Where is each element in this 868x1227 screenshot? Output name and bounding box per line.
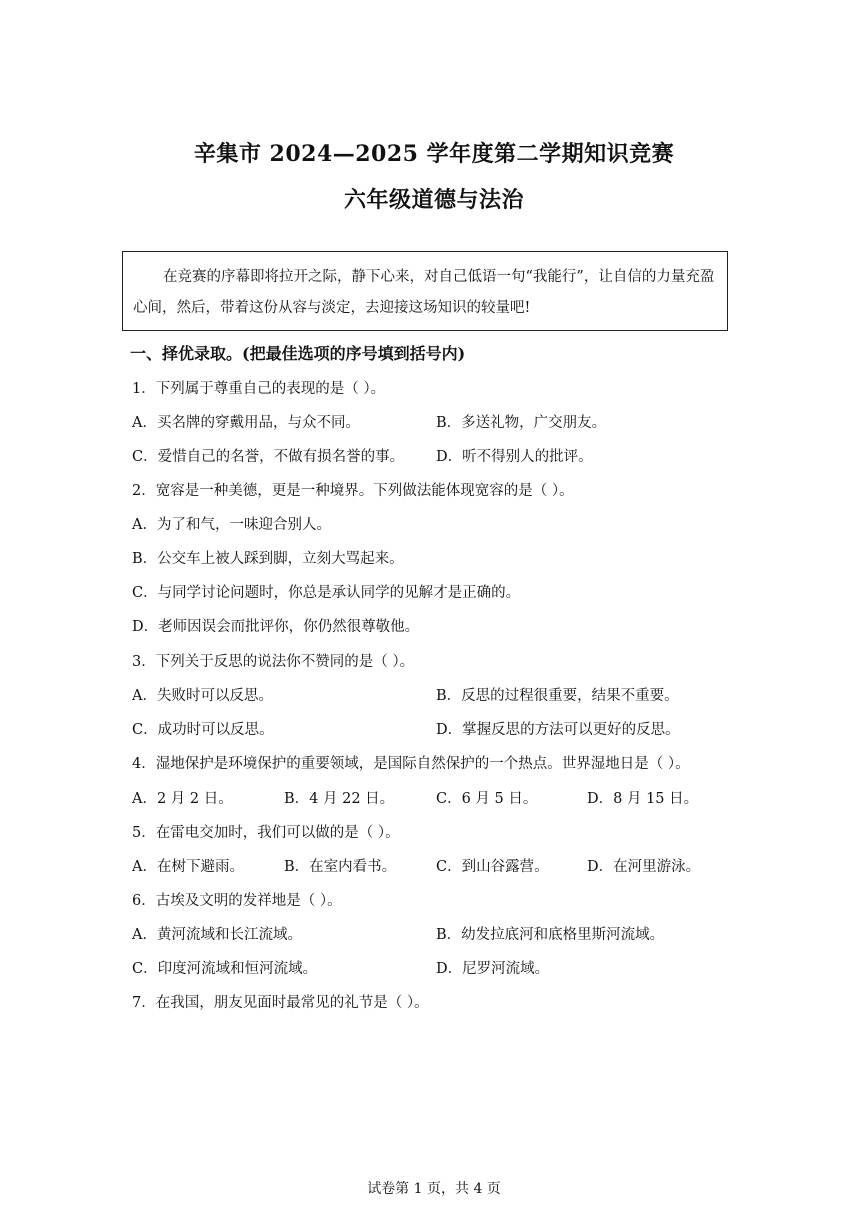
page-footer: 试卷第 1 页，共 4 页 xyxy=(367,1181,501,1197)
option-d: D．掌握反思的方法可以更好的反思。 xyxy=(436,722,680,738)
option-a: A．2 月 2 日。 xyxy=(132,791,233,807)
question-stem: 6．古埃及文明的发祥地是（ ）。 xyxy=(132,893,342,909)
option-c: C．到山谷露营。 xyxy=(436,859,549,875)
question-stem: 7．在我国，朋友见面时最常见的礼节是（ ）。 xyxy=(132,995,429,1011)
question-stem: 3．下列关于反思的说法你不赞同的是（ ）。 xyxy=(132,654,415,670)
option-c: C．6 月 5 日。 xyxy=(436,791,538,807)
option-b: B．幼发拉底河和底格里斯河流域。 xyxy=(436,927,665,943)
question-stem: 4．湿地保护是环境保护的重要领域，是国际自然保护的一个热点。世界湿地日是（ ）。 xyxy=(132,756,690,772)
option-a: A．在树下避雨。 xyxy=(132,859,244,875)
option-d: D．听不得别人的批评。 xyxy=(436,449,593,465)
section-heading: 一、择优录取。(把最佳选项的序号填到括号内) xyxy=(130,344,466,363)
question-stem: 1．下列属于尊重自己的表现的是（ ）。 xyxy=(132,381,386,397)
option-b: B．多送礼物，广交朋友。 xyxy=(436,415,607,431)
option-a: A．为了和气，一味迎合别人。 xyxy=(132,517,331,533)
option-a: A．黄河流域和长江流域。 xyxy=(132,927,302,943)
option-b: B．在室内看书。 xyxy=(284,859,397,875)
option-d: D．8 月 15 日。 xyxy=(587,791,699,807)
option-c: C．爱惜自己的名誉，不做有损名誉的事。 xyxy=(132,449,405,465)
intro-box xyxy=(122,251,728,331)
option-c: C．与同学讨论问题时，你总是承认同学的见解才是正确的。 xyxy=(132,585,521,601)
exam-title: 辛集市 2024—2025 学年度第二学期知识竞赛 xyxy=(193,141,675,167)
option-d: D．尼罗河流域。 xyxy=(436,961,550,977)
option-b: B．4 月 22 日。 xyxy=(284,791,395,807)
option-b: B．反思的过程很重要，结果不重要。 xyxy=(436,688,679,704)
option-c: C．成功时可以反思。 xyxy=(132,722,274,738)
option-d: D．在河里游泳。 xyxy=(587,859,701,875)
intro-text: 在竞赛的序幕即将拉开之际，静下心来，对自己低语一句“我能行”，让自信的力量充盈心间，然后，带着这份从容与淡定，去迎接这场知识的较量吧! xyxy=(133,269,715,316)
option-b: B．公交车上被人踩到脚，立刻大骂起来。 xyxy=(132,551,404,567)
exam-subtitle: 六年级道德与法治 xyxy=(343,187,524,213)
option-a: A．买名牌的穿戴用品，与众不同。 xyxy=(132,415,360,431)
option-d: D．老师因误会而批评你，你仍然很尊敬他。 xyxy=(132,619,420,635)
option-c: C．印度河流域和恒河流域。 xyxy=(132,961,318,977)
question-stem: 5．在雷电交加时，我们可以做的是（ ）。 xyxy=(132,825,400,841)
question-stem: 2．宽容是一种美德，更是一种境界。下列做法能体现宽容的是（ ）。 xyxy=(132,483,574,499)
option-a: A．失败时可以反思。 xyxy=(132,688,273,704)
